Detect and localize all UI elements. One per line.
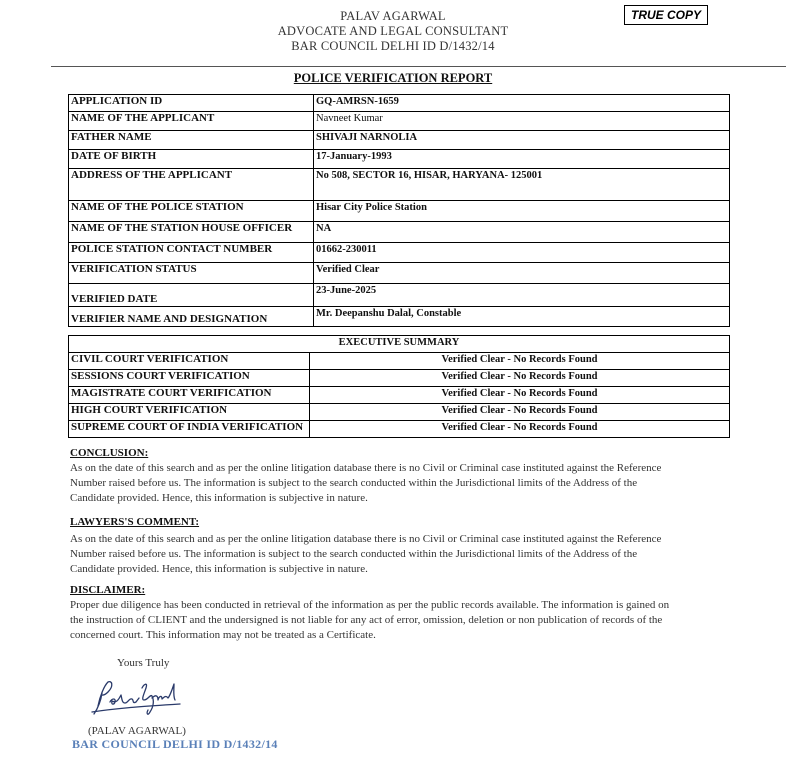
summary-value: Verified Clear - No Records Found bbox=[310, 421, 730, 438]
advocate-name: PALAV AGARWAL bbox=[340, 9, 446, 23]
conclusion-heading: CONCLUSION: bbox=[70, 447, 149, 459]
table-row bbox=[69, 131, 730, 150]
detail-value: Mr. Deepanshu Dalal, Constable bbox=[314, 307, 730, 327]
table-row bbox=[69, 404, 730, 421]
disclaimer-line: the instruction of CLIENT and the undersigned is not liable for any act of error, omission, deletion or non publication of records of the bbox=[70, 614, 663, 626]
handwritten-signature bbox=[88, 676, 188, 725]
bar-council-id: BAR COUNCIL DELHI ID D/1432/14 bbox=[291, 39, 495, 53]
lawyers-comment-line: Candidate provided. Hence, this information is subjective in nature. bbox=[70, 563, 368, 575]
table-row bbox=[69, 112, 730, 131]
detail-value: Navneet Kumar bbox=[314, 112, 730, 131]
conclusion-text bbox=[70, 461, 720, 506]
lawyers-comment-text bbox=[70, 532, 720, 577]
detail-label: APPLICATION ID bbox=[69, 95, 314, 112]
detail-value: No 508, SECTOR 16, HISAR, HARYANA- 125001 bbox=[314, 169, 730, 201]
lawyers-comment-line: Number raised before us. The information is subject to the search conducted within the Jurisdictional limits of the Address of the bbox=[70, 548, 638, 560]
table-row bbox=[69, 263, 730, 284]
detail-label: VERIFIER NAME AND DESIGNATION bbox=[69, 307, 314, 327]
detail-value: 17-January-1993 bbox=[314, 150, 730, 169]
report-title: POLICE VERIFICATION REPORT bbox=[293, 71, 493, 85]
detail-value: 23-June-2025 bbox=[314, 284, 730, 307]
conclusion-line: As on the date of this search and as per the online litigation database there is no Civil or Criminal case instituted against the Reference bbox=[70, 462, 662, 474]
header-divider bbox=[51, 66, 786, 67]
detail-label: ADDRESS OF THE APPLICANT bbox=[69, 169, 314, 201]
detail-value: GQ-AMRSN-1659 bbox=[314, 95, 730, 112]
detail-value: 01662-230011 bbox=[314, 243, 730, 263]
table-row bbox=[69, 387, 730, 404]
summary-label: SESSIONS COURT VERIFICATION bbox=[69, 370, 310, 387]
table-row bbox=[69, 222, 730, 243]
conclusion-line: Candidate provided. Hence, this information is subjective in nature. bbox=[70, 492, 368, 504]
table-row bbox=[69, 169, 730, 201]
summary-value: Verified Clear - No Records Found bbox=[310, 387, 730, 404]
table-row bbox=[69, 201, 730, 222]
detail-label: FATHER NAME bbox=[69, 131, 314, 150]
detail-value: SHIVAJI NARNOLIA bbox=[314, 131, 730, 150]
detail-value: NA bbox=[314, 222, 730, 243]
disclaimer-text bbox=[70, 598, 720, 643]
applicant-details-table bbox=[68, 94, 730, 327]
detail-label: NAME OF THE POLICE STATION bbox=[69, 201, 314, 222]
summary-value: Verified Clear - No Records Found bbox=[310, 404, 730, 421]
disclaimer-line: concerned court. This information may not be treated as a Certificate. bbox=[70, 629, 376, 641]
advocate-role: ADVOCATE AND LEGAL CONSULTANT bbox=[277, 24, 509, 38]
table-row bbox=[69, 370, 730, 387]
detail-label: NAME OF THE STATION HOUSE OFFICER bbox=[69, 222, 314, 243]
detail-label: VERIFIED DATE bbox=[69, 284, 314, 307]
summary-label: CIVIL COURT VERIFICATION bbox=[69, 353, 310, 370]
disclaimer-line: Proper due diligence has been conducted in retrieval of the information as per the public records available. The information is gained on bbox=[70, 599, 670, 611]
table-row bbox=[69, 353, 730, 370]
signed-name: (PALAV AGARWAL) bbox=[88, 725, 186, 737]
table-row bbox=[69, 284, 730, 307]
table-row bbox=[69, 150, 730, 169]
table-row bbox=[69, 336, 730, 353]
detail-label: NAME OF THE APPLICANT bbox=[69, 112, 314, 131]
yours-truly: Yours Truly bbox=[117, 657, 170, 669]
summary-label: SUPREME COURT OF INDIA VERIFICATION bbox=[69, 421, 310, 438]
summary-label: HIGH COURT VERIFICATION bbox=[69, 404, 310, 421]
table-row bbox=[69, 243, 730, 263]
detail-value: Verified Clear bbox=[314, 263, 730, 284]
conclusion-line: Number raised before us. The information is subject to the search conducted within the Jurisdictional limits of the Address of the bbox=[70, 477, 638, 489]
disclaimer-heading: DISCLAIMER: bbox=[70, 584, 146, 596]
table-row bbox=[69, 421, 730, 438]
table-row bbox=[69, 95, 730, 112]
lawyers-comment-heading: LAWYERS'S COMMENT: bbox=[70, 516, 200, 528]
true-copy-stamp: TRUE COPY bbox=[624, 5, 708, 25]
footer-bar-council-id: BAR COUNCIL DELHI ID D/1432/14 bbox=[72, 737, 278, 751]
executive-summary-title: EXECUTIVE SUMMARY bbox=[69, 336, 730, 353]
lawyers-comment-line: As on the date of this search and as per the online litigation database there is no Civil or Criminal case instituted against the Reference bbox=[70, 533, 662, 545]
summary-label: MAGISTRATE COURT VERIFICATION bbox=[69, 387, 310, 404]
executive-summary-table bbox=[68, 335, 730, 438]
summary-value: Verified Clear - No Records Found bbox=[310, 353, 730, 370]
detail-label: DATE OF BIRTH bbox=[69, 150, 314, 169]
detail-label: VERIFICATION STATUS bbox=[69, 263, 314, 284]
table-row bbox=[69, 307, 730, 327]
summary-value: Verified Clear - No Records Found bbox=[310, 370, 730, 387]
detail-label: POLICE STATION CONTACT NUMBER bbox=[69, 243, 314, 263]
detail-value: Hisar City Police Station bbox=[314, 201, 730, 222]
